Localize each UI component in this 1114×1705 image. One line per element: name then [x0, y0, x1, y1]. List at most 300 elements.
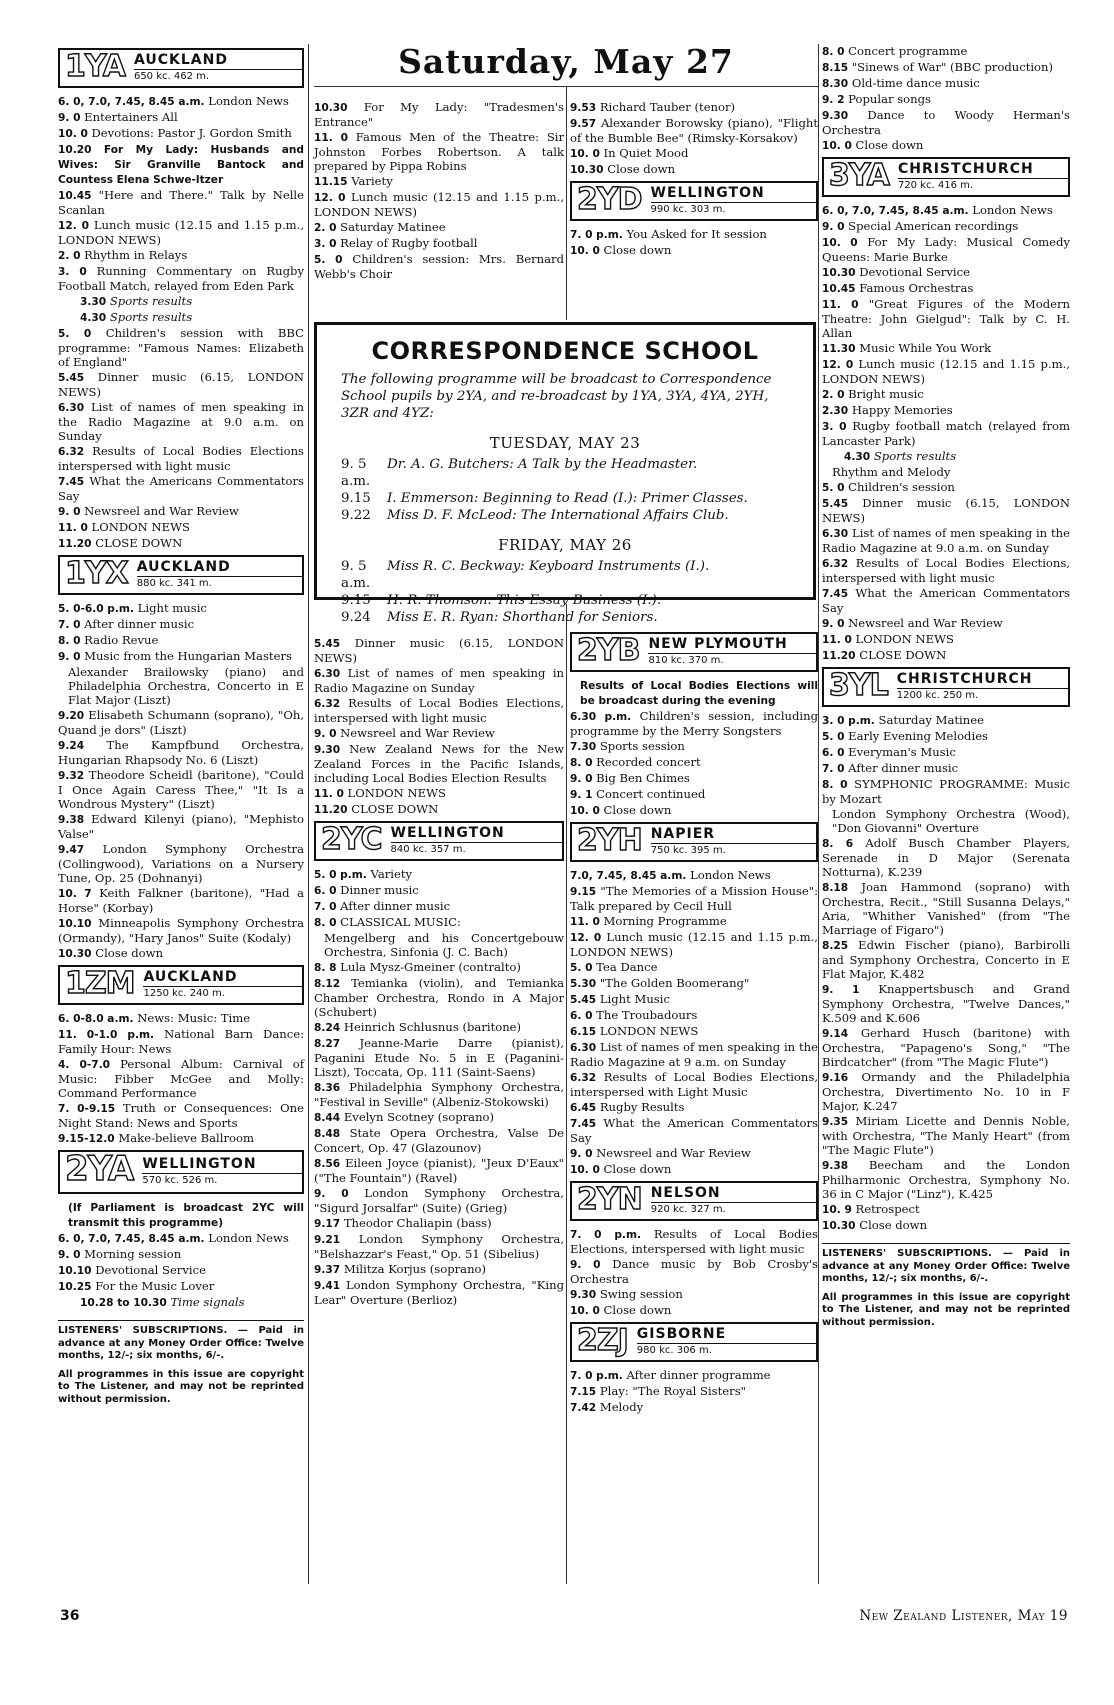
- programme-time: 8.56: [314, 1158, 341, 1170]
- programme-time: 10. 0: [58, 128, 88, 140]
- programme-entry: [822, 92, 1070, 107]
- programme-time: 9. 0: [570, 1259, 601, 1271]
- programme-text: Popular songs: [848, 92, 931, 106]
- programme-text: London News: [972, 203, 1053, 217]
- programme-time: 8. 0: [822, 46, 845, 58]
- station-1ya-banner: [58, 48, 304, 88]
- programme-text: New Zealand News for the New Zealand Forces in the Pacific Islands, including Local Bodies Election Results: [314, 742, 564, 785]
- programme-time: 10. 0: [570, 805, 600, 817]
- programme-time: 10. 0: [570, 148, 600, 160]
- programme-time: 12. 0: [314, 192, 346, 204]
- programme-entry: [570, 1070, 818, 1099]
- programme-entry: [58, 520, 304, 535]
- column-divider: [566, 604, 567, 1584]
- programme-time: 7. 0 p.m.: [570, 229, 623, 241]
- programme-time: 8. 0: [570, 757, 593, 769]
- programme-time: 9. 0: [314, 1188, 349, 1200]
- programme-text: Newsreel and War Review: [340, 726, 495, 740]
- programme-text: Dance music by Bob Crosby's Orchestra: [570, 1257, 819, 1286]
- correspondence-day: TUESDAY, MAY 23: [489, 434, 641, 452]
- programme-text: Radio Revue: [84, 633, 159, 647]
- programme-text: The Troubadours: [596, 1008, 698, 1022]
- programme-entry: [822, 44, 1070, 59]
- programme-time: 9.17: [314, 1218, 341, 1230]
- programme-entry: [570, 803, 818, 818]
- programme-text: In Quiet Mood: [603, 146, 689, 160]
- programme-entry: [314, 899, 564, 914]
- programme-text: Recorded concert: [596, 755, 701, 769]
- programme-entry: [822, 108, 1070, 137]
- programme-time: 5. 0: [822, 731, 845, 743]
- programme-entry: [58, 474, 304, 503]
- programme-entry: [314, 976, 564, 1019]
- programme-text: Variety: [351, 174, 393, 188]
- programme-entry: [58, 946, 304, 961]
- programme-entry: [822, 235, 1070, 264]
- programme-text: Old-time dance music: [851, 76, 980, 90]
- programme-entry: [822, 219, 1070, 234]
- programme-entry: [822, 419, 1070, 448]
- programme-time: 11. 0: [822, 634, 852, 646]
- programme-time: 11.20: [58, 538, 92, 550]
- programme-entry: [314, 1262, 564, 1277]
- programme-entry: [822, 616, 1070, 631]
- programme-text: Close down: [603, 803, 672, 817]
- programme-time: 7.30: [570, 741, 597, 753]
- station-city: NAPIER: [650, 826, 716, 842]
- programme-entry: [58, 617, 304, 632]
- programme-time: 6.30 p.m.: [570, 711, 632, 723]
- programme-entry: [58, 842, 304, 885]
- station-2yc-banner: [314, 821, 564, 861]
- programme-entry: [822, 281, 1070, 296]
- programme-time: 8.27: [314, 1038, 341, 1050]
- programme-time: 7.0, 7.45, 8.45 a.m.: [570, 870, 687, 882]
- subscriptions-text: LISTENERS' SUBSCRIPTIONS. — Paid in advance at any Money Order Office: Twelve months, 12/-; six months, 6/-.: [58, 1325, 304, 1361]
- programme-time: 7.45: [570, 1118, 597, 1130]
- programme-time: 11. 0: [822, 299, 859, 311]
- programme-time: 9. 0: [58, 651, 81, 663]
- programme-entry: [58, 812, 304, 841]
- copyright-text: All programmes in this issue are copyright to The Listener, and may not be reprinted without permission.: [58, 1368, 304, 1405]
- programme-time: 10.30: [822, 1220, 856, 1232]
- programme-text: Alexander Brailowsky (piano) and Philadelphia Orchestra, Concerto in E Flat Major (Liszt): [68, 665, 304, 707]
- station-1yx-banner: [58, 555, 304, 595]
- schedule-2yc: [314, 867, 564, 1307]
- programme-text: Truth or Consequences: One Night Stand: News and Sports: [58, 1101, 304, 1130]
- programme-time: 10.30: [58, 948, 92, 960]
- programme-time: 4.30: [80, 312, 107, 324]
- programme-text: After dinner music: [340, 899, 451, 913]
- correspondence-school-box: [314, 322, 816, 625]
- programme-text: Edward Kilenyi (piano), "Mephisto Valse": [58, 812, 305, 841]
- programme-entry: [314, 1036, 564, 1079]
- programme-entry: [58, 1263, 304, 1278]
- programme-time: 3. 0: [58, 266, 87, 278]
- page-number: 36: [60, 1608, 80, 1624]
- programme-entry: [822, 76, 1070, 91]
- schedule-1ya: [58, 94, 304, 551]
- station-2zj-banner: [570, 1322, 818, 1362]
- programme-entry: [314, 915, 564, 930]
- programme-time: 6.30: [314, 668, 341, 680]
- programme-text: After dinner music: [848, 761, 959, 775]
- programme-text: Results of Local Bodies Elections, interspersed with Light Music: [570, 1070, 819, 1099]
- programme-time: 9. 0: [58, 112, 81, 124]
- programme-text: Richard Tauber (tenor): [599, 100, 736, 114]
- programme-text: Results of Local Bodies Elections will be broadcast during the evening: [580, 680, 818, 707]
- programme-entry: [822, 203, 1070, 218]
- station-frequency: 570 kc. 526 m.: [142, 1173, 302, 1187]
- programme-time: 5. 0: [58, 328, 92, 340]
- programme-entry: [314, 1020, 564, 1035]
- programme-entry: [58, 504, 304, 519]
- schedule-3yl: [822, 713, 1070, 1233]
- programme-text: Edwin Fischer (piano), Barbirolli and Symphony Orchestra, Concerto in E Flat Major, K.482: [822, 938, 1071, 981]
- programme-text: Rhythm in Relays: [84, 248, 188, 262]
- programme-time: 10. 0: [822, 237, 858, 249]
- programme-time: 9. 0: [58, 1249, 81, 1261]
- programme-entry: [822, 403, 1070, 418]
- programme-entry: [822, 982, 1070, 1025]
- programme-time: 9. 1: [822, 984, 860, 996]
- programme-text: Tea Dance: [596, 960, 658, 974]
- programme-text: Militza Korjus (soprano): [343, 1262, 487, 1276]
- programme-entry: [570, 960, 818, 975]
- station-city: WELLINGTON: [650, 185, 765, 201]
- programme-entry: [58, 1027, 304, 1056]
- schedule-2yd: [570, 227, 818, 258]
- programme-time: 10. 9: [822, 1204, 852, 1216]
- programme-time: 6. 0: [822, 747, 845, 759]
- programme-entry: [570, 755, 818, 770]
- correspondence-time: 9.15: [341, 491, 371, 506]
- programme-entry: [822, 729, 1070, 744]
- programme-text: London News: [690, 868, 771, 882]
- programme-time: 10.20: [58, 144, 92, 156]
- programme-text: Devotional Service: [95, 1263, 206, 1277]
- programme-time: 12. 0: [58, 220, 89, 232]
- programme-time: 9. 0: [570, 773, 593, 785]
- programme-time: 10.45: [822, 283, 856, 295]
- programme-text: Famous Men of the Theatre: Sir Johnston Forbes Robertson. A talk prepared by Pippa Robins: [314, 130, 565, 173]
- programme-text: Children's session, including programme by the Merry Songsters: [570, 709, 819, 738]
- programme-entry: [58, 110, 304, 125]
- programme-text: Knappertsbusch and Grand Symphony Orchestra, "Twelve Dances," K.509 and K.606: [822, 982, 1070, 1025]
- programme-text: Theodore Scheidl (baritone), "Could I Once Again Caress Thee," "It Is a Wondrous Mystery" (Liszt): [58, 768, 304, 811]
- programme-text: Eileen Joyce (pianist), "Jeux D'Eaux" ("The Fountain") (Ravel): [314, 1156, 564, 1185]
- programme-entry: [570, 1162, 818, 1177]
- programme-text: Beecham and the London Philharmonic Orchestra, Symphony No. 36 in C Major ("Linz"), K.425: [822, 1158, 1071, 1201]
- station-frequency: 990 kc. 303 m.: [651, 202, 817, 216]
- programme-text: Saturday Matinee: [340, 220, 446, 234]
- programme-entry: [314, 1110, 564, 1125]
- programme-text: Lunch music (12.15 and 1.15 p.m., LONDON NEWS): [822, 357, 1070, 386]
- programme-entry: [58, 536, 304, 551]
- programme-text: Sports session: [599, 739, 685, 753]
- programme-time: 8. 8: [314, 962, 337, 974]
- programme-text: London News: [208, 1231, 289, 1245]
- programme-entry: [822, 465, 1070, 479]
- programme-time: 10.30: [314, 102, 348, 114]
- programme-text: London Symphony Orchestra (Collingwood), Variations on a Nursery Tune, Op. 25 (Dohnanyi): [58, 842, 304, 885]
- programme-entry: [570, 1146, 818, 1161]
- programme-time: 10. 0: [570, 1305, 600, 1317]
- programme-time: 9.32: [58, 770, 85, 782]
- programme-text: LONDON NEWS: [347, 786, 446, 800]
- correspondence-text: I. Emmerson: Beginning to Read (I.): Primer Classes.: [387, 491, 748, 506]
- programme-text: News: Music: Time: [137, 1011, 251, 1025]
- programme-entry: [570, 116, 818, 145]
- column-1: [58, 44, 304, 1412]
- programme-time: 6.32: [314, 698, 341, 710]
- station-call-sign: 2YA: [65, 1149, 134, 1189]
- programme-time: 5. 0 p.m.: [314, 869, 367, 881]
- station-city: AUCKLAND: [143, 969, 238, 985]
- programme-entry: [58, 633, 304, 648]
- correspondence-rows-2: [317, 558, 813, 626]
- programme-text: National Barn Dance: Family Hour: News: [58, 1027, 304, 1056]
- programme-time: 5. 0: [570, 962, 593, 974]
- column-3-upper: [570, 100, 818, 259]
- column-2-upper: [314, 100, 564, 282]
- programme-entry: [570, 1227, 818, 1256]
- programme-time: 6.30: [570, 1042, 597, 1054]
- programme-text: Morning Programme: [603, 914, 727, 928]
- programme-text: Dance to Woody Herman's Orchestra: [822, 108, 1070, 137]
- programme-text: Bright music: [848, 387, 924, 401]
- programme-time: 9.24: [58, 740, 85, 752]
- programme-entry: [58, 1279, 304, 1294]
- programme-text: Newsreel and War Review: [848, 616, 1003, 630]
- programme-entry: [58, 1247, 304, 1262]
- programme-text: Temianka (violin), and Temianka Chamber Orchestra, Rondo in A Major (Schubert): [314, 976, 564, 1019]
- column-3-lower: [570, 628, 818, 1416]
- station-1zm-banner: [58, 965, 304, 1005]
- programme-text: Joan Hammond (soprano) with Orchestra, Recit., "Still Susanna Delays," Aria, "Whither Vanished" (from "The Marriage of Figaro"): [822, 880, 1071, 937]
- programme-entry: [822, 586, 1070, 615]
- programme-entry: [822, 836, 1070, 879]
- programme-time: 8.44: [314, 1112, 341, 1124]
- station-frequency: 810 kc. 370 m.: [648, 653, 816, 667]
- programme-text: Evelyn Scotney (soprano): [343, 1110, 495, 1124]
- programme-entry: [314, 867, 564, 882]
- programme-time: 8.48: [314, 1128, 341, 1140]
- programme-entry: [58, 768, 304, 811]
- programme-time: 4.30: [844, 451, 871, 463]
- programme-time: 9.38: [822, 1160, 849, 1172]
- programme-text: CLASSICAL MUSIC:: [340, 915, 461, 929]
- programme-text: Morning session: [84, 1247, 182, 1261]
- programme-entry: [314, 931, 564, 959]
- programme-time: 8. 0: [58, 635, 81, 647]
- programme-text: Children's session: Mrs. Bernard Webb's Choir: [314, 252, 564, 281]
- programme-entry: [822, 496, 1070, 525]
- programme-text: Rugby Results: [599, 1100, 685, 1114]
- programme-text: What the American Commentators Say: [822, 586, 1071, 615]
- programme-entry: [570, 914, 818, 929]
- programme-text: Minneapolis Symphony Orchestra (Ormandy), "Hary Janos" Suite (Kodaly): [58, 916, 305, 945]
- programme-entry: [822, 265, 1070, 280]
- programme-time: 7. 0: [58, 619, 81, 631]
- programme-time: 4. 0-7.0: [58, 1059, 111, 1071]
- programme-time: 10.10: [58, 918, 92, 930]
- programme-time: 6.45: [570, 1102, 597, 1114]
- programme-text: Devotions: Pastor J. Gordon Smith: [91, 126, 292, 140]
- programme-text: Close down: [95, 946, 164, 960]
- programme-text: Heinrich Schlusnus (baritone): [343, 1020, 522, 1034]
- programme-entry: [822, 1114, 1070, 1157]
- programme-entry: [314, 1080, 564, 1109]
- programme-entry: [58, 326, 304, 369]
- programme-entry: [822, 713, 1070, 728]
- programme-entry: [314, 1156, 564, 1185]
- programme-entry: [314, 174, 564, 189]
- programme-time: 9.30: [314, 744, 341, 756]
- programme-entry: [58, 248, 304, 263]
- correspondence-row: [341, 609, 789, 626]
- programme-time: 6. 0, 7.0, 7.45, 8.45 a.m.: [58, 1233, 205, 1245]
- programme-time: 9.15-12.0: [58, 1133, 115, 1145]
- correspondence-time: 9. 5 a.m.: [341, 559, 371, 591]
- correspondence-day: FRIDAY, MAY 26: [498, 536, 632, 554]
- correspondence-rows-1: [317, 456, 813, 524]
- programme-text: Music from the Hungarian Masters: [84, 649, 292, 663]
- station-frequency: 980 kc. 306 m.: [637, 1343, 816, 1357]
- programme-entry: [58, 649, 304, 664]
- station-call-sign: 2ZJ: [577, 1323, 628, 1358]
- programme-time: 11.15: [314, 176, 348, 188]
- schedule-2ya-continued: [314, 100, 564, 281]
- programme-entry: [314, 236, 564, 251]
- programme-text: Melody: [599, 1400, 644, 1414]
- station-2ya-banner: [58, 1150, 304, 1194]
- column-divider: [818, 44, 819, 1584]
- programme-entry: [58, 400, 304, 443]
- programme-text: Sports results: [109, 310, 193, 324]
- programme-text: LONDON NEWS: [855, 632, 954, 646]
- programme-time: 9.21: [314, 1234, 341, 1246]
- programme-entry: [570, 678, 818, 708]
- station-call-sign: 3YA: [829, 158, 889, 193]
- programme-text: Lunch music (12.15 and 1.15 p.m., LONDON NEWS): [58, 218, 305, 247]
- correspondence-text: Miss E. R. Ryan: Shorthand for Seniors.: [387, 610, 658, 625]
- programme-text: State Opera Orchestra, Valse De Concert, Op. 47 (Glazounov): [314, 1126, 565, 1155]
- programme-text: Close down: [607, 162, 676, 176]
- programme-text: Personal Album: Carnival of Music: Fibber McGee and Molly: Command Performance: [58, 1057, 304, 1100]
- programme-entry: [570, 1287, 818, 1302]
- programme-time: 10.45: [58, 190, 92, 202]
- programme-entry: [570, 930, 818, 959]
- programme-time: 7. 0: [314, 901, 337, 913]
- programme-time: 9.16: [822, 1072, 849, 1084]
- masthead: New Zealand Listener, May 19: [859, 1608, 1068, 1624]
- programme-entry: [822, 357, 1070, 386]
- station-call-sign: 1ZM: [65, 966, 135, 1001]
- programme-entry: [314, 883, 564, 898]
- programme-text: The Kampfbund Orchestra, Hungarian Rhapsody No. 6 (Liszt): [58, 738, 304, 767]
- schedule-2yb: [570, 678, 818, 818]
- programme-entry: [822, 1070, 1070, 1113]
- programme-entry: [570, 709, 818, 738]
- programme-text: Music While You Work: [859, 341, 992, 355]
- programme-time: 5. 0: [822, 482, 845, 494]
- programme-text: Lula Mysz-Gmeiner (contralto): [340, 960, 521, 974]
- programme-text: Sports results: [109, 294, 193, 308]
- programme-text: For My Lady: Musical Comedy Queens: Marie Burke: [822, 235, 1071, 264]
- programme-entry: [58, 1011, 304, 1026]
- programme-entry: [58, 294, 304, 309]
- programme-time: 3. 0 p.m.: [822, 715, 875, 727]
- column-2-lower: [314, 636, 564, 1308]
- correspondence-row: [341, 558, 789, 592]
- programme-entry: [314, 1278, 564, 1307]
- programme-time: 2.30: [822, 405, 849, 417]
- programme-entry: [314, 742, 564, 785]
- programme-text: Special American recordings: [848, 219, 1019, 233]
- programme-entry: [58, 218, 304, 247]
- correspondence-time: 9.24: [341, 610, 371, 625]
- programme-text: Dinner music (6.15, LONDON NEWS): [314, 636, 565, 665]
- programme-entry: [58, 1057, 304, 1100]
- programme-time: 12. 0: [822, 359, 854, 371]
- schedule-2ya-evening: [314, 636, 564, 817]
- correspondence-text: Miss D. F. McLeod: The International Affairs Club.: [387, 508, 729, 523]
- station-frequency: 720 kc. 416 m.: [898, 178, 1068, 192]
- programme-text: "The Memories of a Mission House": Talk prepared by Cecil Hull: [570, 884, 819, 913]
- programme-entry: [58, 738, 304, 767]
- programme-time: 8.18: [822, 882, 849, 894]
- station-frequency: 750 kc. 395 m.: [651, 843, 816, 857]
- programme-text: Play: "The Royal Sisters": [599, 1384, 746, 1398]
- programme-entry: [58, 188, 304, 217]
- programme-entry: [314, 1126, 564, 1155]
- programme-text: Variety: [370, 867, 413, 881]
- programme-entry: [570, 1008, 818, 1023]
- programme-entry: [822, 1026, 1070, 1069]
- programme-entry: [314, 696, 564, 725]
- programme-text: London Symphony Orchestra, "King Lear" Overture (Berlioz): [314, 1278, 565, 1307]
- programme-entry: [58, 665, 304, 707]
- programme-time: 11. 0: [58, 522, 88, 534]
- programme-text: Miriam Licette and Dennis Noble, with Orchestra, "The Manly Heart" (from "The Magic Flute"): [822, 1114, 1070, 1157]
- programme-text: "Great Figures of the Modern Theatre: John Gielgud": Talk by C. H. Allan: [822, 297, 1071, 340]
- programme-time: 6. 0, 7.0, 7.45, 8.45 a.m.: [58, 96, 205, 108]
- station-call-sign: 2YH: [577, 823, 642, 858]
- programme-time: 8.25: [822, 940, 849, 952]
- programme-text: Jeanne-Marie Darre (pianist), Paganini Etude No. 5 in E (Paganini-Liszt), Toccata, Op. 111 (Saint-Saens): [314, 1036, 564, 1079]
- programme-entry: [570, 243, 818, 258]
- programme-time: 6. 0, 7.0, 7.45, 8.45 a.m.: [822, 205, 969, 217]
- programme-text: Concert continued: [596, 787, 706, 801]
- correspondence-time: 9. 5 a.m.: [341, 457, 371, 489]
- programme-text: London Symphony Orchestra, "Sigurd Jorsalfar" (Suite) (Grieg): [314, 1186, 564, 1215]
- programme-text: SYMPHONIC PROGRAMME: Music by Mozart: [822, 777, 1070, 806]
- schedule-3ya: [822, 203, 1070, 663]
- programme-time: 8.30: [822, 78, 849, 90]
- programme-time: 6.32: [570, 1072, 597, 1084]
- programme-text: Happy Memories: [851, 403, 953, 417]
- programme-time: 9.47: [58, 844, 85, 856]
- station-call-sign: 2YN: [577, 1182, 642, 1217]
- programme-time: 9.35: [822, 1116, 849, 1128]
- programme-entry: [570, 1257, 818, 1286]
- programme-time: 3. 0: [314, 238, 337, 250]
- station-frequency: 880 kc. 341 m.: [137, 576, 302, 590]
- correspondence-time: 9.15: [341, 593, 371, 608]
- programme-text: Concert programme: [848, 44, 968, 58]
- programme-text: Close down: [603, 1162, 672, 1176]
